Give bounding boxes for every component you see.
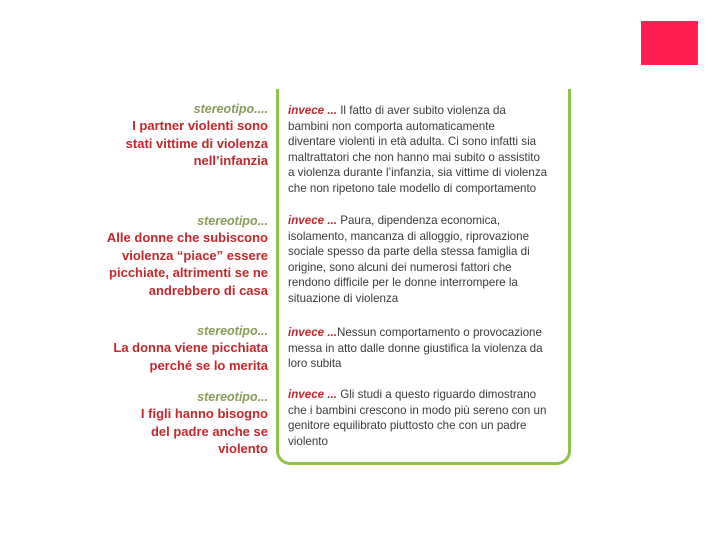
stereotype-block-1: [93, 102, 268, 170]
stereotype-block-3: [93, 324, 268, 374]
invece-label: invece ...: [288, 326, 337, 339]
stereotype-text: Alle donne che subiscono violenza “piace” essere picchiate, altrimenti se ne andrebbero di casa: [106, 230, 268, 298]
invece-body: Nessun comportamento o provocazione messa in atto dalle donne giustifica la violenza da loro subita: [288, 326, 543, 371]
invece-block-4: [288, 387, 560, 449]
stereotype-text: La donna viene picchiata perché se lo merita: [113, 340, 268, 373]
invece-block-1: [288, 103, 560, 197]
invece-body: Gli studi a questo riguardo dimostrano che i bambini crescono in modo più sereno con un genitore equilibrato piuttosto che con un padre violento: [288, 388, 547, 448]
accent-square: [641, 21, 698, 65]
stereotype-label: stereotipo...: [197, 390, 268, 404]
invece-body: Il fatto di aver subito violenza da bambini non comporta automaticamente diventare violenti in età adulta. Ci sono infatti sia maltrattatori che non hanno mai subito o assistito a violenza durante l’infanzia, sia vittime di violenza che non ripetono tale modello di comportamento: [288, 104, 548, 195]
invece-body: Paura, dipendenza economica, isolamento, mancanza di alloggio, riprovazione sociale spesso da parte della stessa famiglia di origine, sono alcuni dei numerosi fattori che rendono difficile per le donne interrompere la situazione di violenza: [288, 214, 530, 305]
stereotype-text: I figli hanno bisogno del padre anche se violento: [140, 406, 268, 456]
stereotype-label: stereotipo....: [193, 102, 268, 116]
invece-block-2: [288, 213, 560, 307]
invece-block-3: [288, 325, 560, 372]
invece-label: invece ...: [288, 214, 337, 227]
stereotype-text: I partner violenti sono stati vittime di violenza nell’infanzia: [125, 118, 268, 168]
stereotype-block-2: [93, 214, 268, 299]
invece-label: invece ...: [288, 104, 337, 117]
stereotype-label: stereotipo...: [197, 214, 268, 228]
stereotype-block-4: [93, 390, 268, 458]
stereotype-label: stereotipo...: [197, 324, 268, 338]
invece-label: invece ...: [288, 388, 337, 401]
